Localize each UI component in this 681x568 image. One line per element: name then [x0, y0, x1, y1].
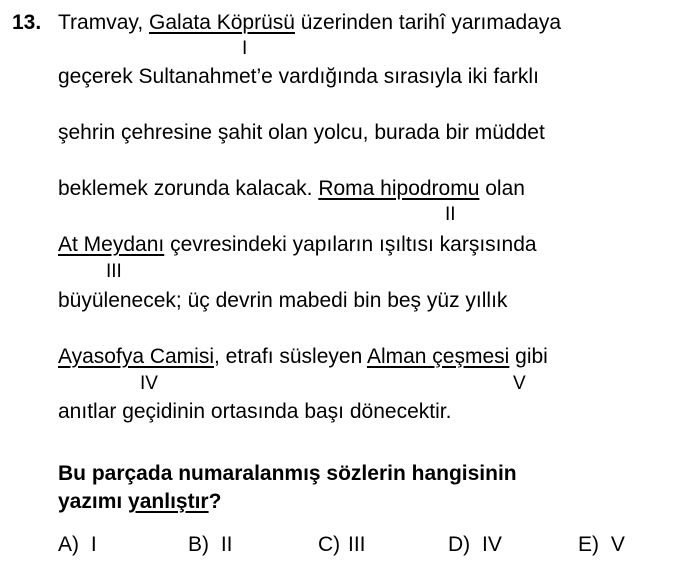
question-prompt-line-2: [58, 489, 221, 515]
passage-text: , etrafı süsleyen: [214, 345, 367, 368]
marker-2: II: [445, 204, 456, 225]
choice-a[interactable]: [58, 532, 97, 558]
choice-letter: C): [318, 533, 341, 556]
choice-value: I: [90, 533, 97, 556]
question-prompt-line-1: Bu parçada numaralanmış sözlerin hangisinin: [58, 462, 517, 485]
passage-text: çevresindeki yapıların ışıltısı karşısında: [164, 233, 537, 256]
passage-line-7: [58, 345, 548, 369]
underlined-phrase-1: Galata Köprüsü: [149, 11, 295, 34]
passage-line-4: [58, 177, 525, 201]
choice-letter: E): [578, 533, 599, 556]
choice-e[interactable]: [578, 532, 625, 558]
passage-text: olan: [479, 177, 525, 200]
passage-text: beklemek zorunda kalacak.: [58, 177, 319, 200]
underlined-phrase-3: At Meydanı: [58, 233, 165, 256]
passage-line-8: anıtlar geçidinin ortasında başı dönecektir.: [58, 400, 452, 423]
underlined-phrase-4: Ayasofya Camisi: [58, 345, 215, 368]
choice-d[interactable]: [448, 532, 502, 558]
marker-4: IV: [140, 373, 158, 394]
passage-line-2: geçerek Sultanahmet’e vardığında sırasıyla iki farklı: [58, 65, 539, 88]
marker-3: III: [106, 261, 122, 282]
choice-b[interactable]: [188, 532, 233, 558]
underlined-phrase-2: Roma hipodromu: [318, 177, 480, 200]
choice-value: II: [220, 533, 233, 556]
passage-line-6: büyülenecek; üç devrin mabedi bin beş yüz yıllık: [58, 289, 508, 312]
choice-c[interactable]: [318, 532, 366, 558]
passage-line-1: [58, 11, 561, 35]
prompt-text: ?: [208, 490, 222, 513]
passage-text: Tramvay,: [58, 11, 150, 34]
choice-value: III: [348, 533, 366, 556]
underlined-phrase-5: Alman çeşmesi: [366, 345, 510, 368]
passage-line-5: [58, 233, 537, 257]
choice-value: V: [610, 533, 625, 556]
choice-letter: D): [448, 533, 471, 556]
question-number: 13.: [12, 11, 42, 34]
choice-letter: B): [188, 533, 209, 556]
choice-letter: A): [58, 533, 79, 556]
passage-text: üzerinden tarihî yarımadaya: [294, 11, 562, 34]
marker-5: V: [513, 373, 526, 394]
marker-1: I: [242, 38, 248, 59]
prompt-text: yazımı: [58, 490, 129, 513]
passage-text: gibi: [509, 345, 548, 368]
choice-value: IV: [482, 533, 502, 556]
passage-line-3: şehrin çehresine şahit olan yolcu, burada bir müddet: [58, 121, 545, 144]
prompt-emphasis: yanlıştır: [128, 490, 209, 513]
